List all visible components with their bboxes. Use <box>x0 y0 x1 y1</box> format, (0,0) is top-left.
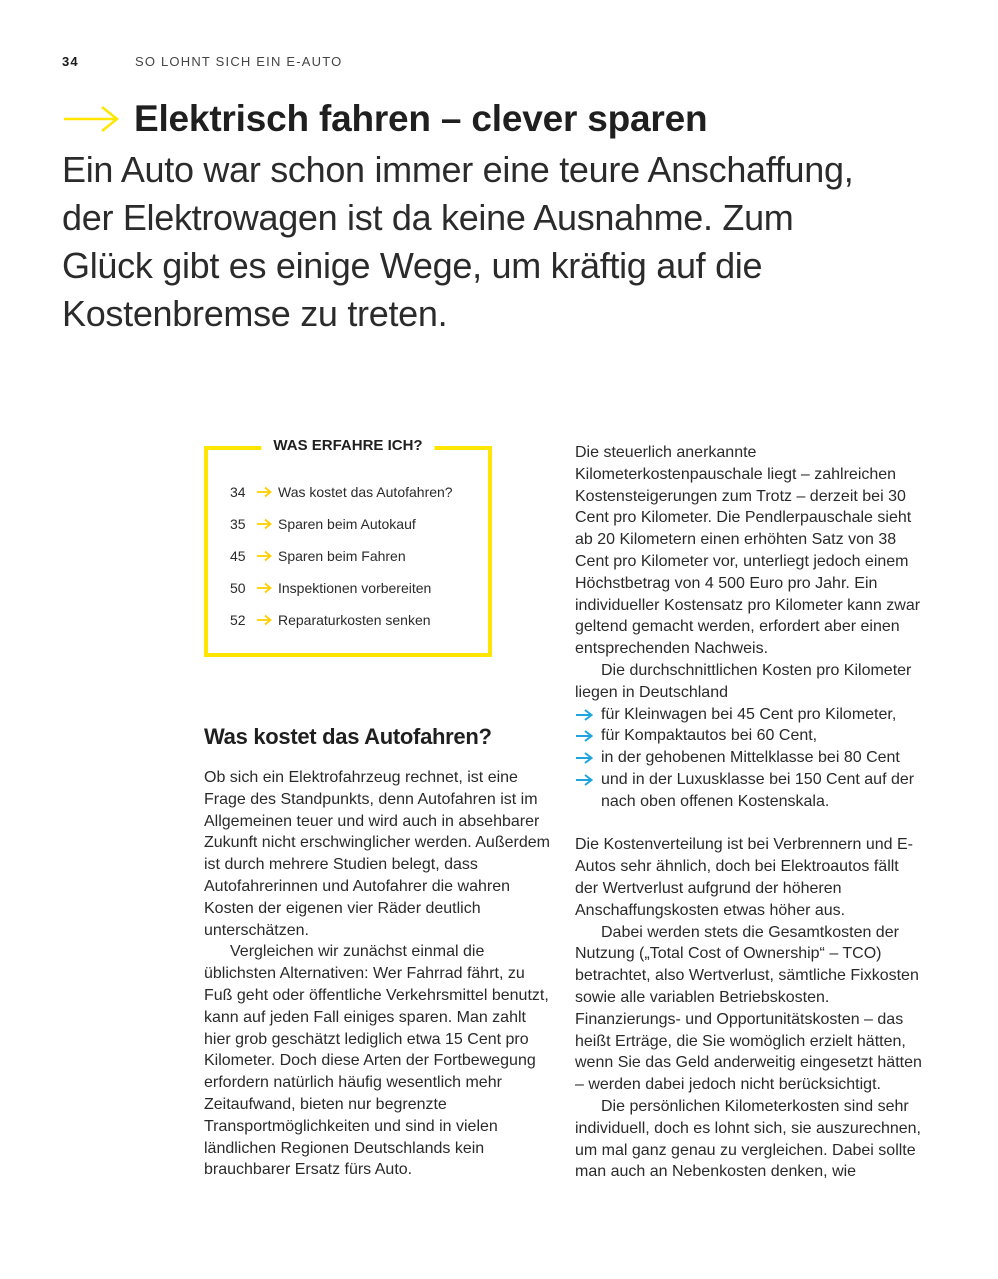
toc-item <box>230 540 453 572</box>
toc-page: 34 <box>230 484 246 500</box>
arrow-right-icon <box>256 485 278 499</box>
toc-label: Was kostet das Autofahren? <box>278 484 453 500</box>
paragraph: Die durchschnittlichen Kosten pro Kilometer liegen in Deutschland <box>575 661 912 701</box>
toc-list <box>230 476 453 636</box>
right-column <box>575 442 925 1183</box>
toc-item <box>230 604 453 636</box>
arrow-right-icon <box>256 613 278 627</box>
toc-label: Sparen beim Fahren <box>278 548 406 564</box>
cost-list <box>575 704 925 813</box>
toc-box <box>204 437 492 657</box>
arrow-right-icon <box>62 104 120 134</box>
list-item-text: für Kompaktautos bei 60 Cent, <box>601 727 818 745</box>
list-item-text: für Kleinwagen bei 45 Cent pro Kilometer, <box>601 705 897 723</box>
toc-label: Inspektionen vorbereiten <box>278 580 432 596</box>
list-item <box>575 747 925 769</box>
toc-item <box>230 476 453 508</box>
list-item <box>575 769 925 813</box>
section-title: SO LOHNT SICH EIN E-AUTO <box>135 54 343 69</box>
toc-page: 45 <box>230 548 246 564</box>
toc-heading: WAS ERFAHRE ICH? <box>261 437 434 454</box>
arrow-right-icon <box>575 730 593 742</box>
list-item <box>575 704 925 726</box>
paragraph: Die steuerlich anerkannte Kilometerkostenpauschale liegt – zahlreichen Kostensteigerungen zum Trotz – derzeit bei 30 Cent pro Kilometer. Die Pendlerpauschale sieht ab 20 Kilometern einen erhöhten Satz von 38 Cent pro Kilometer vor, unterliegt jedoch einem Höchstbetrag von 4 500 Euro pro Jahr. Ein individueller Kostensatz pro Kilometer kann zwar geltend gemacht werden, erfordert aber einen entsprechenden Nachweis. <box>575 444 921 658</box>
paragraph: Ob sich ein Elektrofahrzeug rechnet, ist eine Frage des Standpunkts, denn Autofahren ist im Allgemeinen teuer und wird auch in absehbarer Zukunft nicht erschwinglicher werden. Außerdem ist durch mehrere Studien belegt, dass Autofahrerinnen und Autofahrer die wahren Kosten der eigenen vier Räder deutlich unterschätzen. <box>204 769 550 939</box>
arrow-right-icon <box>575 774 593 786</box>
title-row <box>62 98 707 140</box>
arrow-right-icon <box>256 549 278 563</box>
arrow-right-icon <box>575 752 593 764</box>
list-item-text: und in der Luxusklasse bei 150 Cent auf der nach oben offenen Kostenskala. <box>601 770 915 810</box>
toc-page: 35 <box>230 516 246 532</box>
toc-item <box>230 508 453 540</box>
toc-label: Sparen beim Autokauf <box>278 516 416 532</box>
arrow-right-icon <box>575 709 593 721</box>
arrow-right-icon <box>256 517 278 531</box>
intro-text: Ein Auto war schon immer eine teure Anschaffung, der Elektrowagen ist da keine Ausnahme. Zum Glück gibt es einige Wege, um kräftig auf die Kostenbremse zu treten. <box>62 149 854 334</box>
paragraph: Die persönlichen Kilometerkosten sind sehr individuell, doch es lohnt sich, sie auszurechnen, um mal ganz genau zu vergleichen. Dabei sollte man auch an Nebenkosten denken, wie <box>575 1097 921 1181</box>
left-column <box>204 767 554 1181</box>
toc-page: 52 <box>230 612 246 628</box>
section-heading: Was kostet das Autofahren? <box>204 724 492 749</box>
arrow-right-icon <box>256 581 278 595</box>
toc-item <box>230 572 453 604</box>
page-number: 34 <box>62 54 79 69</box>
running-header <box>62 54 343 69</box>
list-item-text: in der gehobenen Mittelklasse bei 80 Cent <box>601 749 900 767</box>
paragraph: Dabei werden stets die Gesamtkosten der Nutzung („Total Cost of Ownership“ – TCO) betrachtet, also Wertverlust, sämtliche Fixkosten sowie alle variablen Betriebskosten. Finanzierungs- und Opportunitätskosten – das heißt Erträge, die Sie womöglich erzielt hätten, wenn Sie das Geld anderweitig eingesetzt hätten – werden dabei jedoch nicht berücksichtigt. <box>575 923 922 1094</box>
list-item <box>575 725 925 747</box>
paragraph: Vergleichen wir zunächst einmal die üblichsten Alternativen: Wer Fahrrad fährt, zu Fuß geht oder öffentliche Verkehrsmittel benutzt, kann auf jeden Fall einiges sparen. Man zahlt hier grob geschätzt lediglich etwa 15 Cent pro Kilometer. Doch diese Arten der Fortbewegung erfordern natürlich häufig wesentlich mehr Zeitaufwand, bieten nur begrenzte Transportmöglichkeiten und sind in vielen ländlichen Regionen Deutschlands kein brauchbarer Ersatz fürs Auto. <box>204 943 549 1179</box>
paragraph: Die Kostenverteilung ist bei Verbrennern und E-Autos sehr ähnlich, doch bei Elektroautos fällt der Wertverlust aufgrund der höheren Anschaffungskosten etwas höher aus. <box>575 836 913 919</box>
page-title: Elektrisch fahren – clever sparen <box>134 98 708 139</box>
toc-page: 50 <box>230 580 246 596</box>
spacer <box>575 813 925 835</box>
toc-label: Reparaturkosten senken <box>278 612 431 628</box>
